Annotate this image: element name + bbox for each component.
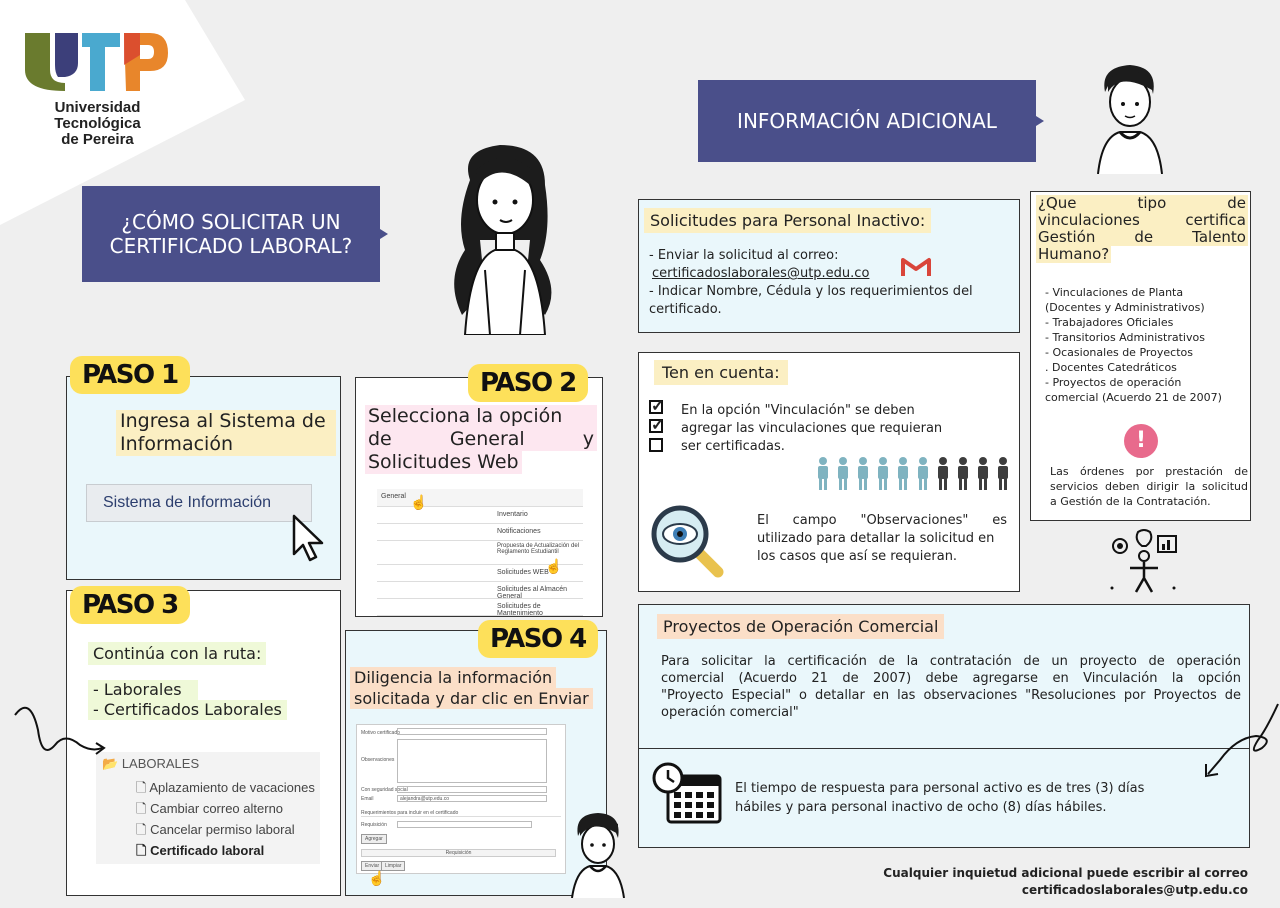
request-form bbox=[356, 724, 566, 874]
step2-badge: PASO 2 bbox=[468, 364, 588, 402]
list-item: - Trabajadores Oficiales bbox=[1045, 316, 1174, 329]
checkbox-empty-icon bbox=[649, 438, 663, 452]
tree-item[interactable]: 🗋 Aplazamiento de vacaciones bbox=[136, 780, 315, 795]
motivo-select[interactable] bbox=[397, 728, 547, 735]
general-menu-table bbox=[377, 489, 583, 617]
checkbox-checked-icon: ✓ bbox=[651, 417, 665, 434]
click-hand-icon: ☝ bbox=[545, 558, 563, 574]
step1-badge: PASO 1 bbox=[70, 356, 190, 394]
commercial-title: Proyectos de Operación Comercial bbox=[657, 614, 944, 639]
tree-item-certificado-laboral[interactable]: 🗋 Certificado laboral bbox=[136, 843, 265, 858]
magnifier-eye-icon bbox=[648, 502, 730, 580]
form-section: Requerimientos para incluir en el certificado bbox=[361, 810, 561, 817]
step3-badge: PASO 3 bbox=[70, 586, 190, 624]
commercial-divider bbox=[638, 748, 1250, 749]
curved-arrow-icon bbox=[10, 700, 110, 770]
form-label: Motivo certificado bbox=[361, 730, 400, 736]
how-to-title-line1: ¿CÓMO SOLICITAR UN bbox=[121, 210, 341, 234]
footer-email-link[interactable]: certificadoslaborales@utp.edu.co bbox=[1021, 883, 1248, 897]
list-item: - Vinculaciones de Planta bbox=[1045, 286, 1184, 299]
send-button[interactable]: Enviar bbox=[361, 861, 383, 871]
list-item: - Proyectos de operación bbox=[1045, 376, 1182, 389]
menu-item-mantenimiento[interactable]: Solicitudes de Mantenimiento bbox=[377, 599, 583, 616]
woman-illustration-icon bbox=[440, 140, 570, 335]
people-group-icon bbox=[815, 456, 1015, 492]
university-name: Universidad Tecnológica de Pereira bbox=[54, 99, 141, 148]
inactive-title: Solicitudes para Personal Inactivo: bbox=[644, 208, 931, 233]
man-illustration-small-icon bbox=[566, 810, 630, 898]
clear-button[interactable]: Limpiar bbox=[381, 861, 405, 871]
logo bbox=[20, 25, 175, 148]
footer-note: Cualquier inquietud adicional puede escribir al correo certificadoslaborales@utp.edu.co bbox=[883, 866, 1248, 897]
curved-arrow-right-icon bbox=[1196, 700, 1280, 780]
general-menu-header[interactable]: General bbox=[377, 489, 583, 507]
cursor-arrow-icon bbox=[290, 514, 326, 562]
how-to-title-line2: CERTIFICADO LABORAL? bbox=[109, 234, 353, 258]
checkbox-checked-icon: ✓ bbox=[651, 398, 665, 415]
email-input[interactable]: alejandra@utp.edu.co bbox=[397, 795, 547, 802]
utp-logo-icon bbox=[20, 25, 170, 95]
list-item: . Docentes Catedráticos bbox=[1045, 361, 1177, 374]
step3-route: - Laborales - Certificados Laborales bbox=[88, 680, 287, 720]
menu-item-solicitudes-web[interactable]: Solicitudes WEB bbox=[377, 565, 583, 582]
document-icon: 🗋 bbox=[136, 822, 147, 837]
folder-icon: 📂 bbox=[102, 756, 119, 771]
response-time-text: El tiempo de respuesta para personal activo es de tres (3) días hábiles y para personal inactivo de ocho (8) días hábiles. bbox=[735, 781, 1145, 815]
tree-item[interactable]: 🗋 Cambiar correo alterno bbox=[136, 801, 284, 816]
form-label: Con seguridad social bbox=[361, 787, 408, 793]
commercial-body: Para solicitar la certificación de la contratación de un proyecto de operación comercial (Acuerdo 21 de 2007) debe agregarse en Vinculación la opción "Proyecto Especial" o detallar en las observaciones "Resoluciones por Proyectos de operación comercial" bbox=[661, 654, 1241, 720]
step3-title: Continúa con la ruta: bbox=[88, 642, 266, 665]
document-icon: 🗋 bbox=[136, 780, 147, 795]
types-note: Las órdenes por prestación de servicios deben dirigir la solicitud a Gestión de la Contratación. bbox=[1050, 465, 1248, 508]
sistema-informacion-link[interactable] bbox=[86, 484, 312, 522]
alert-icon: ! bbox=[1124, 424, 1158, 458]
step2-title: Selecciona la opción de General y Solicitudes Web bbox=[365, 405, 597, 474]
management-person-icon bbox=[1108, 528, 1180, 594]
form-label: Observaciones bbox=[361, 757, 395, 763]
inactive-body: - Enviar la solicitud al correo: certificadoslaborales@utp.edu.co - Indicar Nombre, Cédula y los requerimientos del certificado. bbox=[649, 247, 1009, 319]
list-item: - Ocasionales de Proyectos bbox=[1045, 346, 1193, 359]
list-item: - Transitorios Administrativos bbox=[1045, 331, 1205, 344]
observaciones-textarea[interactable] bbox=[397, 739, 547, 783]
add-button[interactable]: Agregar bbox=[361, 834, 387, 844]
tree-item[interactable]: 🗋 Cancelar permiso laboral bbox=[136, 822, 295, 837]
form-label: Requisición bbox=[361, 822, 387, 828]
how-to-banner bbox=[82, 186, 380, 282]
click-hand-icon: ☝ bbox=[410, 494, 428, 510]
types-title: ¿Que tipo de vinculaciones certifica Gestión de Talento Humano? bbox=[1038, 194, 1246, 263]
laborales-tree bbox=[96, 752, 320, 864]
click-hand-icon: ☝ bbox=[368, 870, 386, 886]
sistema-informacion-label: Sistema de Información bbox=[103, 494, 272, 511]
seguridad-select[interactable] bbox=[397, 786, 547, 793]
notice-text: En la opción "Vinculación" se deben agregar las vinculaciones que requieran ser certificadas. bbox=[681, 403, 943, 454]
document-icon: 🗋 bbox=[136, 843, 147, 858]
step4-badge: PASO 4 bbox=[478, 620, 598, 658]
form-label: Email bbox=[361, 796, 374, 802]
gmail-icon bbox=[901, 256, 931, 278]
notice-title: Ten en cuenta: bbox=[654, 360, 788, 385]
menu-item-propuesta[interactable]: Propuesta de Actualización del Reglamento Estudiantil bbox=[377, 541, 583, 565]
types-list bbox=[1045, 285, 1245, 405]
checklist-icon bbox=[649, 400, 663, 452]
step4-title: Diligencia la información solicitada y dar clic en Enviar bbox=[350, 667, 593, 709]
man-illustration-icon bbox=[1090, 62, 1170, 174]
clock-calendar-icon bbox=[652, 762, 724, 826]
menu-item-almacen[interactable]: Solicitudes al Almacén General bbox=[377, 582, 583, 599]
observations-text: El campo "Observaciones" es utilizado para detallar la solicitud en los casos que así se requieran. bbox=[757, 513, 1007, 564]
menu-item-notificaciones[interactable]: Notificaciones bbox=[377, 524, 583, 541]
tree-root-laborales[interactable]: 📂 LABORALES bbox=[102, 756, 200, 771]
list-item: (Docentes y Administrativos) bbox=[1045, 301, 1205, 314]
inactive-email-link[interactable]: certificadoslaborales@utp.edu.co bbox=[652, 266, 870, 281]
additional-info-title: INFORMACIÓN ADICIONAL bbox=[737, 109, 997, 133]
additional-info-banner bbox=[698, 80, 1036, 162]
requisicion-select[interactable] bbox=[397, 821, 532, 828]
menu-item-inventario[interactable]: Inventario bbox=[377, 507, 583, 524]
step1-title: Ingresa al Sistema de Información bbox=[116, 410, 336, 456]
document-icon: 🗋 bbox=[136, 801, 147, 816]
form-column-header: Requisición bbox=[361, 849, 556, 857]
list-item: comercial (Acuerdo 21 de 2007) bbox=[1045, 391, 1222, 404]
